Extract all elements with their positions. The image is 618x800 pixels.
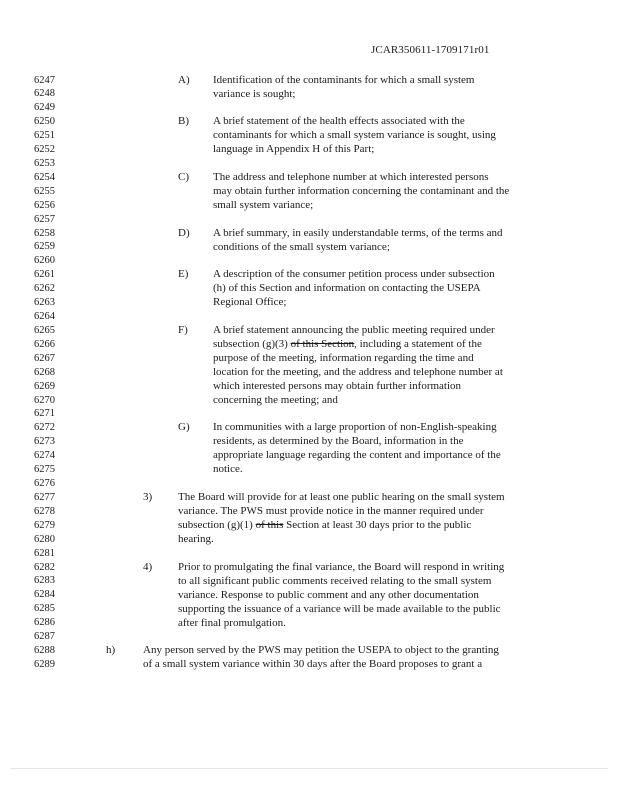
- line-number: 6260: [34, 255, 55, 266]
- line-number: 6255: [34, 186, 55, 197]
- item-b-text: contaminants for which a small system variance is sought, using: [213, 129, 496, 141]
- item-e-text: A description of the consumer petition process under subsection: [213, 268, 495, 280]
- page-bottom-rule: [10, 768, 608, 769]
- line-number: 6275: [34, 464, 55, 475]
- item-b-text: A brief statement of the health effects associated with the: [213, 115, 465, 127]
- line-number: 6287: [34, 631, 55, 642]
- subsection-h-text: Any person served by the PWS may petition the USEPA to object to the granting: [143, 644, 499, 656]
- struck-text: of this Section: [290, 338, 355, 350]
- subsection-h-text: of a small system variance within 30 days after the Board proposes to grant a: [143, 658, 483, 670]
- item-label-e: E): [178, 268, 189, 280]
- paragraph-4-text: to all significant public comments received relating to the small system: [178, 575, 492, 587]
- paragraph-3-text-amended: [178, 518, 471, 532]
- line-number: 6261: [34, 269, 55, 280]
- line-number: 6254: [34, 172, 55, 183]
- item-f-text-pre: subsection (g)(3): [213, 338, 291, 350]
- item-label-d: D): [178, 227, 190, 239]
- line-number: 6285: [34, 603, 55, 614]
- line-number: 6270: [34, 395, 55, 406]
- line-number: 6277: [34, 492, 55, 503]
- item-f-text: which interested persons may obtain further information: [213, 380, 462, 392]
- line-number: 6257: [34, 214, 55, 225]
- line-number: 6283: [34, 575, 55, 586]
- line-number: 6278: [34, 506, 55, 517]
- struck-text: of this: [255, 519, 284, 531]
- item-g-text: In communities with a large proportion of non-English-speaking: [213, 421, 497, 433]
- paragraph-3-text-post: Section at least 30 days prior to the public: [283, 519, 472, 531]
- paragraph-3-text: The Board will provide for at least one public hearing on the small system: [178, 491, 505, 503]
- item-b-text: language in Appendix H of this Part;: [213, 143, 375, 155]
- line-number: 6250: [34, 116, 55, 127]
- line-number: 6281: [34, 548, 55, 559]
- item-label-a: A): [178, 74, 190, 86]
- line-number: 6284: [34, 589, 55, 600]
- paragraph-3-text-pre: subsection (g)(1): [178, 519, 256, 531]
- line-number: 6271: [34, 408, 55, 419]
- line-number: 6273: [34, 436, 55, 447]
- item-g-text: residents, as determined by the Board, information in the: [213, 435, 464, 447]
- item-a-text: Identification of the contaminants for which a small system: [213, 74, 475, 86]
- subsection-label-h: h): [106, 644, 116, 656]
- line-number: 6266: [34, 339, 55, 350]
- line-number: 6289: [34, 659, 55, 670]
- line-number: 6253: [34, 158, 55, 169]
- line-number: 6265: [34, 325, 55, 336]
- item-label-g: G): [178, 421, 190, 433]
- line-number: 6268: [34, 367, 55, 378]
- item-f-text-amended: [213, 337, 482, 351]
- line-number: 6248: [34, 88, 55, 99]
- line-number: 6274: [34, 450, 55, 461]
- item-c-text: may obtain further information concerning the contaminant and the: [213, 185, 510, 197]
- item-f-text-post: , including a statement of the: [354, 338, 482, 350]
- item-d-text: A brief summary, in easily understandable terms, of the terms and: [213, 227, 503, 239]
- item-e-text: (h) of this Section and information on contacting the USEPA: [213, 282, 481, 294]
- paragraph-3-text: hearing.: [178, 533, 214, 545]
- line-number: 6247: [34, 75, 55, 86]
- line-number: 6267: [34, 353, 55, 364]
- line-number: 6251: [34, 130, 55, 141]
- line-number: 6276: [34, 478, 55, 489]
- paragraph-4-text: variance. Response to public comment and any other documentation: [178, 589, 479, 601]
- item-a-text: variance is sought;: [213, 88, 296, 100]
- line-number: 6259: [34, 241, 55, 252]
- line-number: 6256: [34, 200, 55, 211]
- line-number: 6280: [34, 534, 55, 545]
- line-number: 6249: [34, 102, 55, 113]
- document-id-header: JCAR350611-1709171r01: [371, 44, 490, 56]
- line-number: 6262: [34, 283, 55, 294]
- line-number: 6269: [34, 381, 55, 392]
- item-label-b: B): [178, 115, 189, 127]
- paragraph-label-4: 4): [143, 561, 153, 573]
- line-number: 6272: [34, 422, 55, 433]
- item-f-text: purpose of the meeting, information regarding the time and: [213, 352, 474, 364]
- line-number: 6288: [34, 645, 55, 656]
- item-g-text: appropriate language regarding the content and importance of the: [213, 449, 501, 461]
- item-g-text: notice.: [213, 463, 243, 475]
- paragraph-3-text: variance. The PWS must provide notice in the manner required under: [178, 505, 484, 517]
- line-number: 6258: [34, 228, 55, 239]
- paragraph-4-text: supporting the issuance of a variance will be made available to the public: [178, 603, 501, 615]
- item-c-text: small system variance;: [213, 199, 314, 211]
- item-label-f: F): [178, 324, 188, 336]
- paragraph-4-text: Prior to promulgating the final variance, the Board will respond in writing: [178, 561, 505, 573]
- item-f-text: location for the meeting, and the address and telephone number at: [213, 366, 503, 378]
- line-number: 6279: [34, 520, 55, 531]
- item-d-text: conditions of the small system variance;: [213, 241, 390, 253]
- line-number: 6286: [34, 617, 55, 628]
- paragraph-4-text: after final promulgation.: [178, 617, 286, 629]
- line-number: 6252: [34, 144, 55, 155]
- paragraph-label-3: 3): [143, 491, 153, 503]
- item-f-text: A brief statement announcing the public meeting required under: [213, 324, 495, 336]
- line-number: 6282: [34, 562, 55, 573]
- line-number: 6264: [34, 311, 55, 322]
- item-c-text: The address and telephone number at which interested persons: [213, 171, 489, 183]
- item-f-text: concerning the meeting; and: [213, 394, 338, 406]
- item-e-text: Regional Office;: [213, 296, 287, 308]
- item-label-c: C): [178, 171, 189, 183]
- line-number: 6263: [34, 297, 55, 308]
